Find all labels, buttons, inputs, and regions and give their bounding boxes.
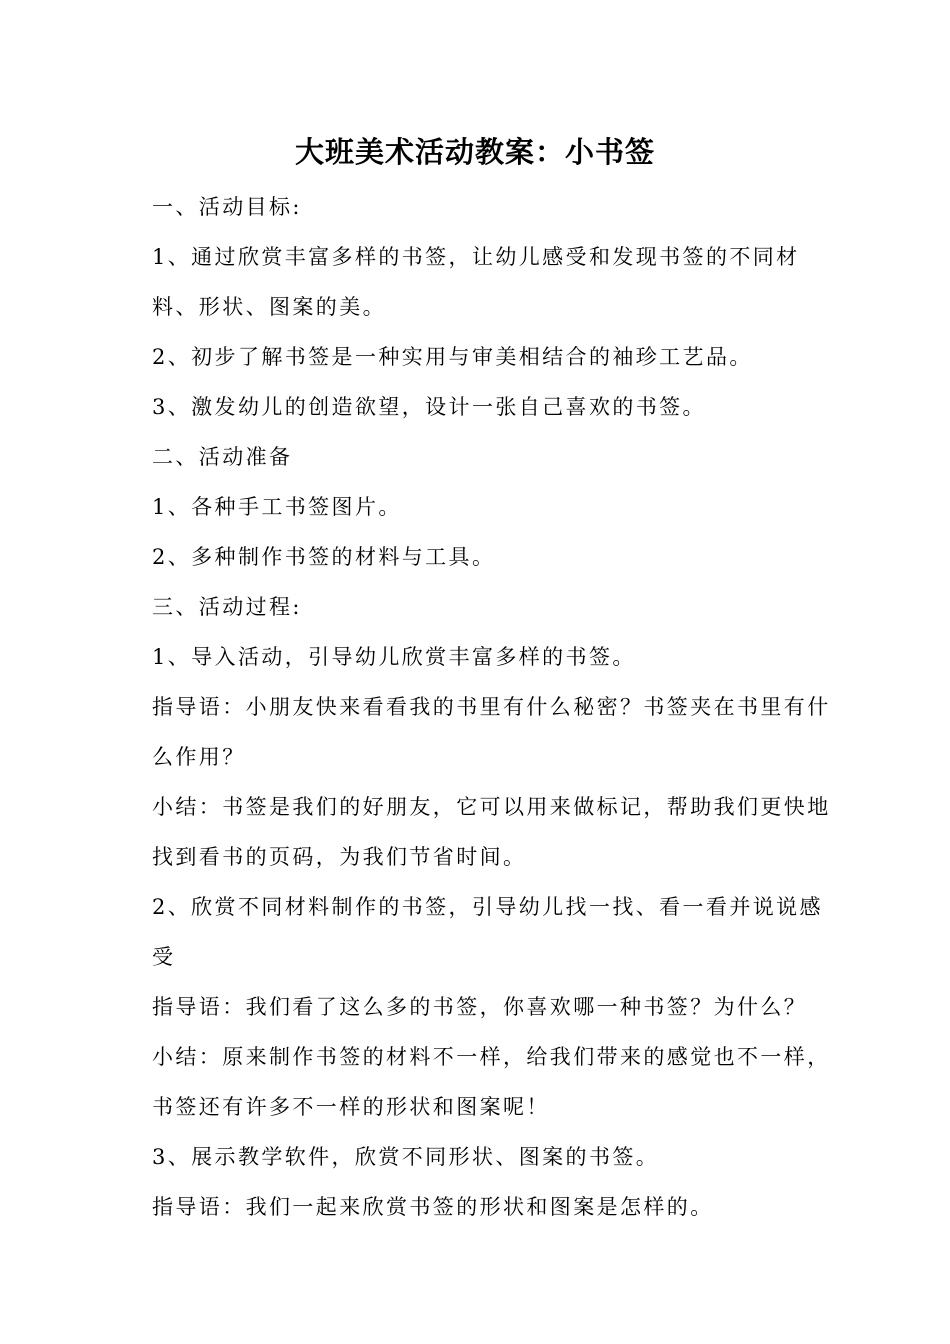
body-line: 1、通过欣赏丰富多样的书签，让幼儿感受和发现书签的不同材 [152,245,800,269]
body-line: 指导语：我们一起来欣赏书签的形状和图案是怎样的。 [152,1195,714,1219]
body-line: 2、欣赏不同材料制作的书签，引导幼儿找一找、看一看并说说感 [152,895,823,919]
body-line: 受 [152,945,176,969]
body-line: 找到看书的页码，为我们节省时间。 [152,845,527,869]
body-line: 料、形状、图案的美。 [152,295,386,319]
document-title: 大班美术活动教案：小书签 [294,135,655,169]
body-line: 么作用？ [152,745,246,769]
body-line: 一、活动目标: [152,195,302,219]
body-line: 二、活动准备 [152,445,293,469]
body-line: 1、导入活动，引导幼儿欣赏丰富多样的书签。 [152,645,636,669]
body-line: 三、活动过程: [152,595,302,619]
body-line: 指导语：我们看了这么多的书签，你喜欢哪一种书签？为什么？ [152,995,808,1019]
body-line: 3、激发幼儿的创造欲望，设计一张自己喜欢的书签。 [152,395,706,419]
body-line: 指导语：小朋友快来看看我的书里有什么秘密？书签夹在书里有什 [152,695,831,719]
body-line: 小结：原来制作书签的材料不一样，给我们带来的感觉也不一样， [152,1045,831,1069]
body-line: 2、初步了解书签是一种实用与审美相结合的袖珍工艺品。 [152,345,753,369]
body-line: 小结：书签是我们的好朋友，它可以用来做标记，帮助我们更快地 [152,795,831,819]
body-line: 书签还有许多不一样的形状和图案呢！ [152,1095,550,1119]
body-line: 3、展示教学软件，欣赏不同形状、图案的书签。 [152,1145,660,1169]
document-body [152,182,831,1232]
body-line: 2、多种制作书签的材料与工具。 [152,545,496,569]
body-line: 1、各种手工书签图片。 [152,495,402,519]
